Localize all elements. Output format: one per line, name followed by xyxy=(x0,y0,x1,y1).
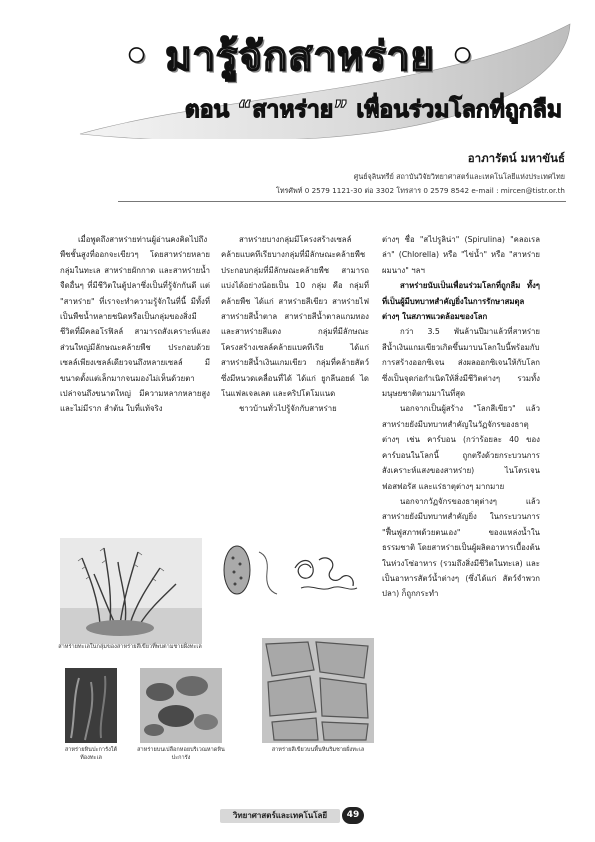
article-subtitle: ตอน “สาหร่าย” เพื่อนร่วมโลกที่ถูกลืม xyxy=(184,97,562,123)
author-contact: โทรศัพท์ 0 2579 1121-30 ต่อ 3302 โทรสาร 0 2579 8542 e-mail : mircen@tistr.or.th xyxy=(275,186,565,195)
paragraph: ต่างๆ ชื่อ "สไปรูลิน่า" (Spirulina) "คลอเรลล่า" (Chlorella) หรือ "ไข่น้ำ" หรือ "สาหร่ายผมนาง" ฯลฯ xyxy=(382,235,540,275)
bold-text: สาหร่ายนับเป็นเพื่อนร่วมโลกที่ถูกลืม ทั้งๆ ที่เป็นผู้มีบทบาทสำคัญยิ่งในการรักษาสมดุลต่างๆ ในสภาพแวดล้อมของโลก xyxy=(382,281,540,322)
column-1 xyxy=(60,232,210,417)
stone-photo-image xyxy=(262,638,374,743)
header-rule xyxy=(118,201,566,202)
highlight-paragraph xyxy=(382,278,540,324)
page-number: 49 xyxy=(342,807,364,824)
author-name: อาภารัตน์ มหาขันธ์ xyxy=(467,151,565,165)
column-2 xyxy=(221,232,369,417)
magazine-name: วิทยาศาสตร์และเทคโนโลยี xyxy=(220,809,340,823)
figure-microalgae xyxy=(215,538,375,608)
figure-seaweed-photo xyxy=(60,538,202,644)
figure-underwater-photo xyxy=(65,668,117,743)
paragraph: เมื่อพูดถึงสาหร่ายท่านผู้อ่านคงคิดไปถึงพืชชั้นสูงที่ออกจะเขียวๆ โดยสาหร่ายหลายกลุ่มในทะเล สาหร่ายผักกาด และสาหร่ายน้ำจืดอื่นๆ ที่มีชีวิตในตู้ปลาซึ่งเป็นที่รู้จักกันดี แต่ "สาหร่าย" ที่เราจะทำความรู้จักในที่นี้ มีทั้งที่เป็นพืชน้ำหลายชนิดหรือเป็นกลุ่มของสิ่งมีชีวิตที่มีคลอโรฟิลล์ สามารถสังเคราะห์แสง ส่วนใหญ่มีลักษณะคล้ายพืช ประกอบด้วยเซลล์เพียงเซลล์เดียวจนถึงหลายเซลล์ มีขนาดตั้งแต่เล็กมากจนมองไม่เห็นด้วยตาเปล่าจนถึงขนาดใหญ่ มีความหลากหลายสูงและไม่มีราก ลำต้น ใบที่แท้จริง xyxy=(60,235,210,414)
figure-caption: สาหร่ายหินปะการังใต้ท้องทะเล xyxy=(64,747,118,761)
underwater-photo-image xyxy=(65,668,117,743)
figure-caption: สาหร่ายสีเขียวบนพื้นหินริมชายฝั่งทะเล xyxy=(271,747,365,753)
figure-shells-photo xyxy=(140,668,222,743)
author-affiliation: ศูนย์จุลินทรีย์ สถาบันวิจัยวิทยาศาสตร์และเทคโนโลยีแห่งประเทศไทย xyxy=(353,172,565,181)
paragraph: สาหร่ายบางกลุ่มมีโครงสร้างเซลล์คล้ายแบคทีเรียบางกลุ่มที่มีลักษณะคล้ายพืช ประกอบกลุ่มที่มีลักษณะคล้ายพืช สามารถแบ่งได้อย่างน้อยเป็น 10 กลุ่ม คือ กลุ่มที่คล้ายพืช ได้แก่ สาหร่ายสีเขียว สาหร่ายไฟ สาหร่ายสีน้ำตาล สาหร่ายสีน้ำตาลแกมทอง และสาหร่ายสีแดง กลุ่มที่มีลักษณะโครงสร้างเซลล์คล้ายแบคทีเรีย ได้แก่ สาหร่ายสีน้ำเงินแกมเขียว กลุ่มที่คล้ายสัตว์ซึ่งมีหนวดเคลื่อนที่ได้ ได้แก่ ยูกลีนอยด์ ไดโนแฟลเจลเลต และคริปโตโมแนด xyxy=(221,235,369,399)
seaweed-photo-image xyxy=(60,538,202,644)
column-3 xyxy=(382,232,540,602)
article-title: • มารู้จักสาหร่าย • xyxy=(123,34,477,80)
paragraph: ชาวบ้านทั่วไปรู้จักกับสาหร่าย xyxy=(239,404,337,414)
paragraph: นอกจากวัฏจักรของธาตุต่างๆ แล้ว สาหร่ายยังมีบทบาทสำคัญยิ่ง ในกระบวนการ "ฟื้นฟูสภาพด้วยตนเอง" ของแหล่งน้ำในธรรมชาติ โดยสาหร่ายเป็นผู้ผลิตอาหารเบื้องต้นในห่วงโซ่อาหาร (รวมถึงสิ่งมีชีวิตในทะเล) และเป็นอาหารสัตว์น้ำต่างๆ (ซึ่งได้แก่ สัตว์จำพวกปลา) ก็ถูกกระทำ xyxy=(382,496,540,599)
paragraph: นอกจากเป็นผู้สร้าง "โลกสีเขียว" แล้ว สาหร่ายยังมีบทบาทสำคัญในวัฏจักรของธาตุต่างๆ เช่น คาร์บอน (กว่าร้อยละ 40 ของคาร์บอนในโลกนี้ ถูกตรึงด้วยกระบวนการสังเคราะห์แสงของสาหร่าย) ไนโตรเจน ฟอสฟอรัส และแร่ธาตุต่างๆ มากมาย xyxy=(382,404,540,491)
shells-photo-image xyxy=(140,668,222,743)
paragraph: กว่า 3.5 พันล้านปีมาแล้วที่สาหร่ายสีน้ำเงินแกมเขียวเกิดขึ้นมาบนโลกใบนี้พร้อมกับการสร้างออกซิเจน ส่งผลออกซิเจนให้กับโลก ซึ่งเป็นจุดก่อกำเนิดให้สิ่งมีชีวิตต่างๆ รวมทั้งมนุษยชาติตามมาในที่สุด xyxy=(382,327,540,399)
figure-caption: สาหร่ายบนเปลือกหอยบริเวณหาดหินปะการัง xyxy=(137,747,225,761)
figure-stone-photo xyxy=(262,638,374,743)
microalgae-illustration xyxy=(215,538,375,608)
page-footer xyxy=(220,803,380,825)
figure-caption: สาหร่ายทะเลในกลุ่มของสาหร่ายสีเขียวที่พบตามชายฝั่งทะเล xyxy=(58,644,202,650)
article-header xyxy=(20,14,580,139)
